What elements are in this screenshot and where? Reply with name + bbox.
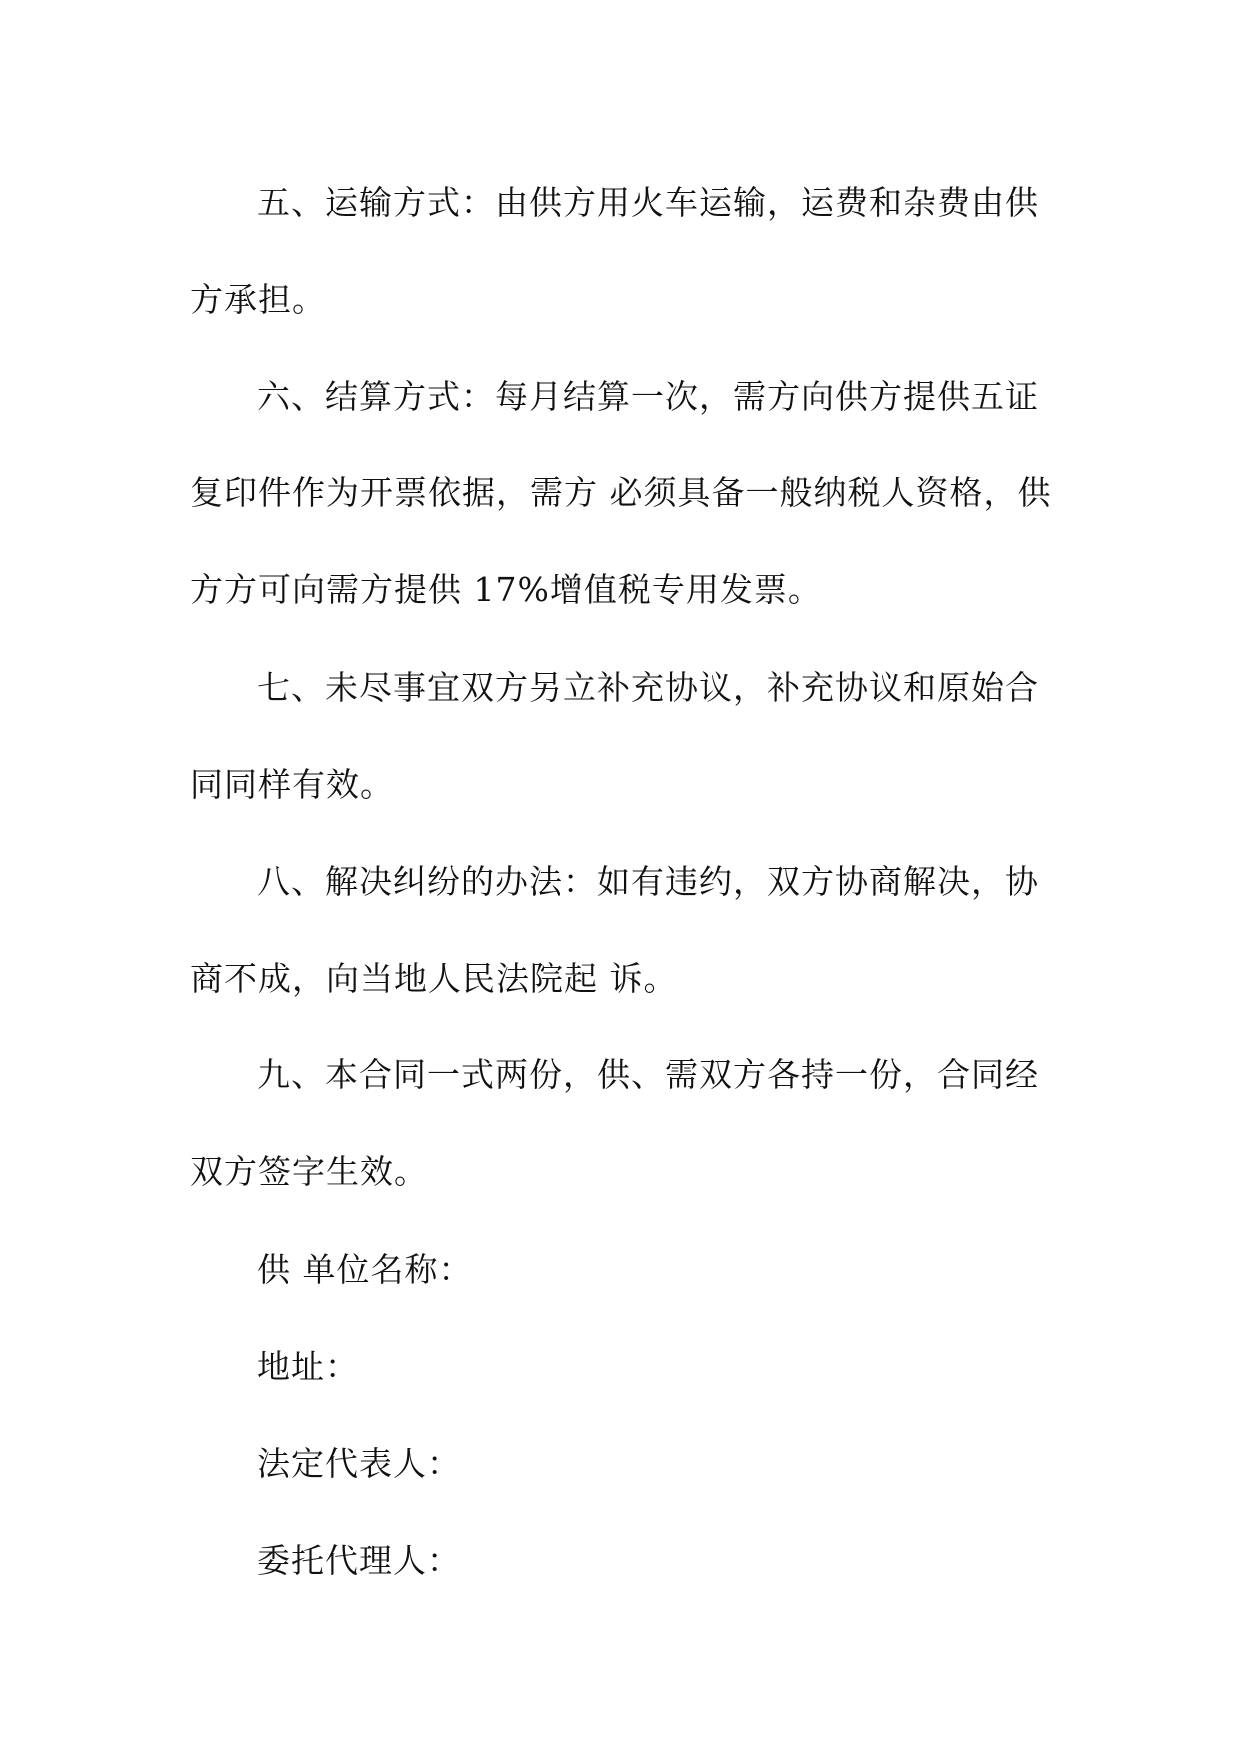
address-field: 地址： (257, 1347, 359, 1386)
clause-9-line-1: 九、本合同一式两份，供、需双方各持一份，合同经 (257, 1055, 1039, 1094)
clause-6-line-1: 六、结算方式：每月结算一次，需方向供方提供五证 (257, 377, 1039, 416)
clause-5-line-2: 方承担。 (190, 280, 326, 319)
supplier-name-field: 供 单位名称： (257, 1250, 473, 1289)
clause-7-line-1: 七、未尽事宜双方另立补充协议，补充协议和原始合 (257, 668, 1039, 707)
clause-7-line-2: 同同样有效。 (190, 765, 394, 804)
clause-6-line-3: 方方可向需方提供 17%增值税专用发票。 (190, 570, 822, 609)
clause-8-line-1: 八、解决纠纷的办法：如有违约，双方协商解决，协 (257, 862, 1039, 901)
clause-6-line-2: 复印件作为开票依据，需方 必须具备一般纳税人资格，供 (190, 473, 1052, 512)
clause-8-line-2: 商不成，向当地人民法院起 诉。 (190, 959, 678, 998)
legal-representative-field: 法定代表人： (257, 1444, 461, 1483)
clause-9-line-2: 双方签字生效。 (190, 1152, 428, 1191)
authorized-agent-field: 委托代理人： (257, 1541, 461, 1580)
clause-5-line-1: 五、运输方式：由供方用火车运输，运费和杂费由供 (257, 183, 1039, 222)
